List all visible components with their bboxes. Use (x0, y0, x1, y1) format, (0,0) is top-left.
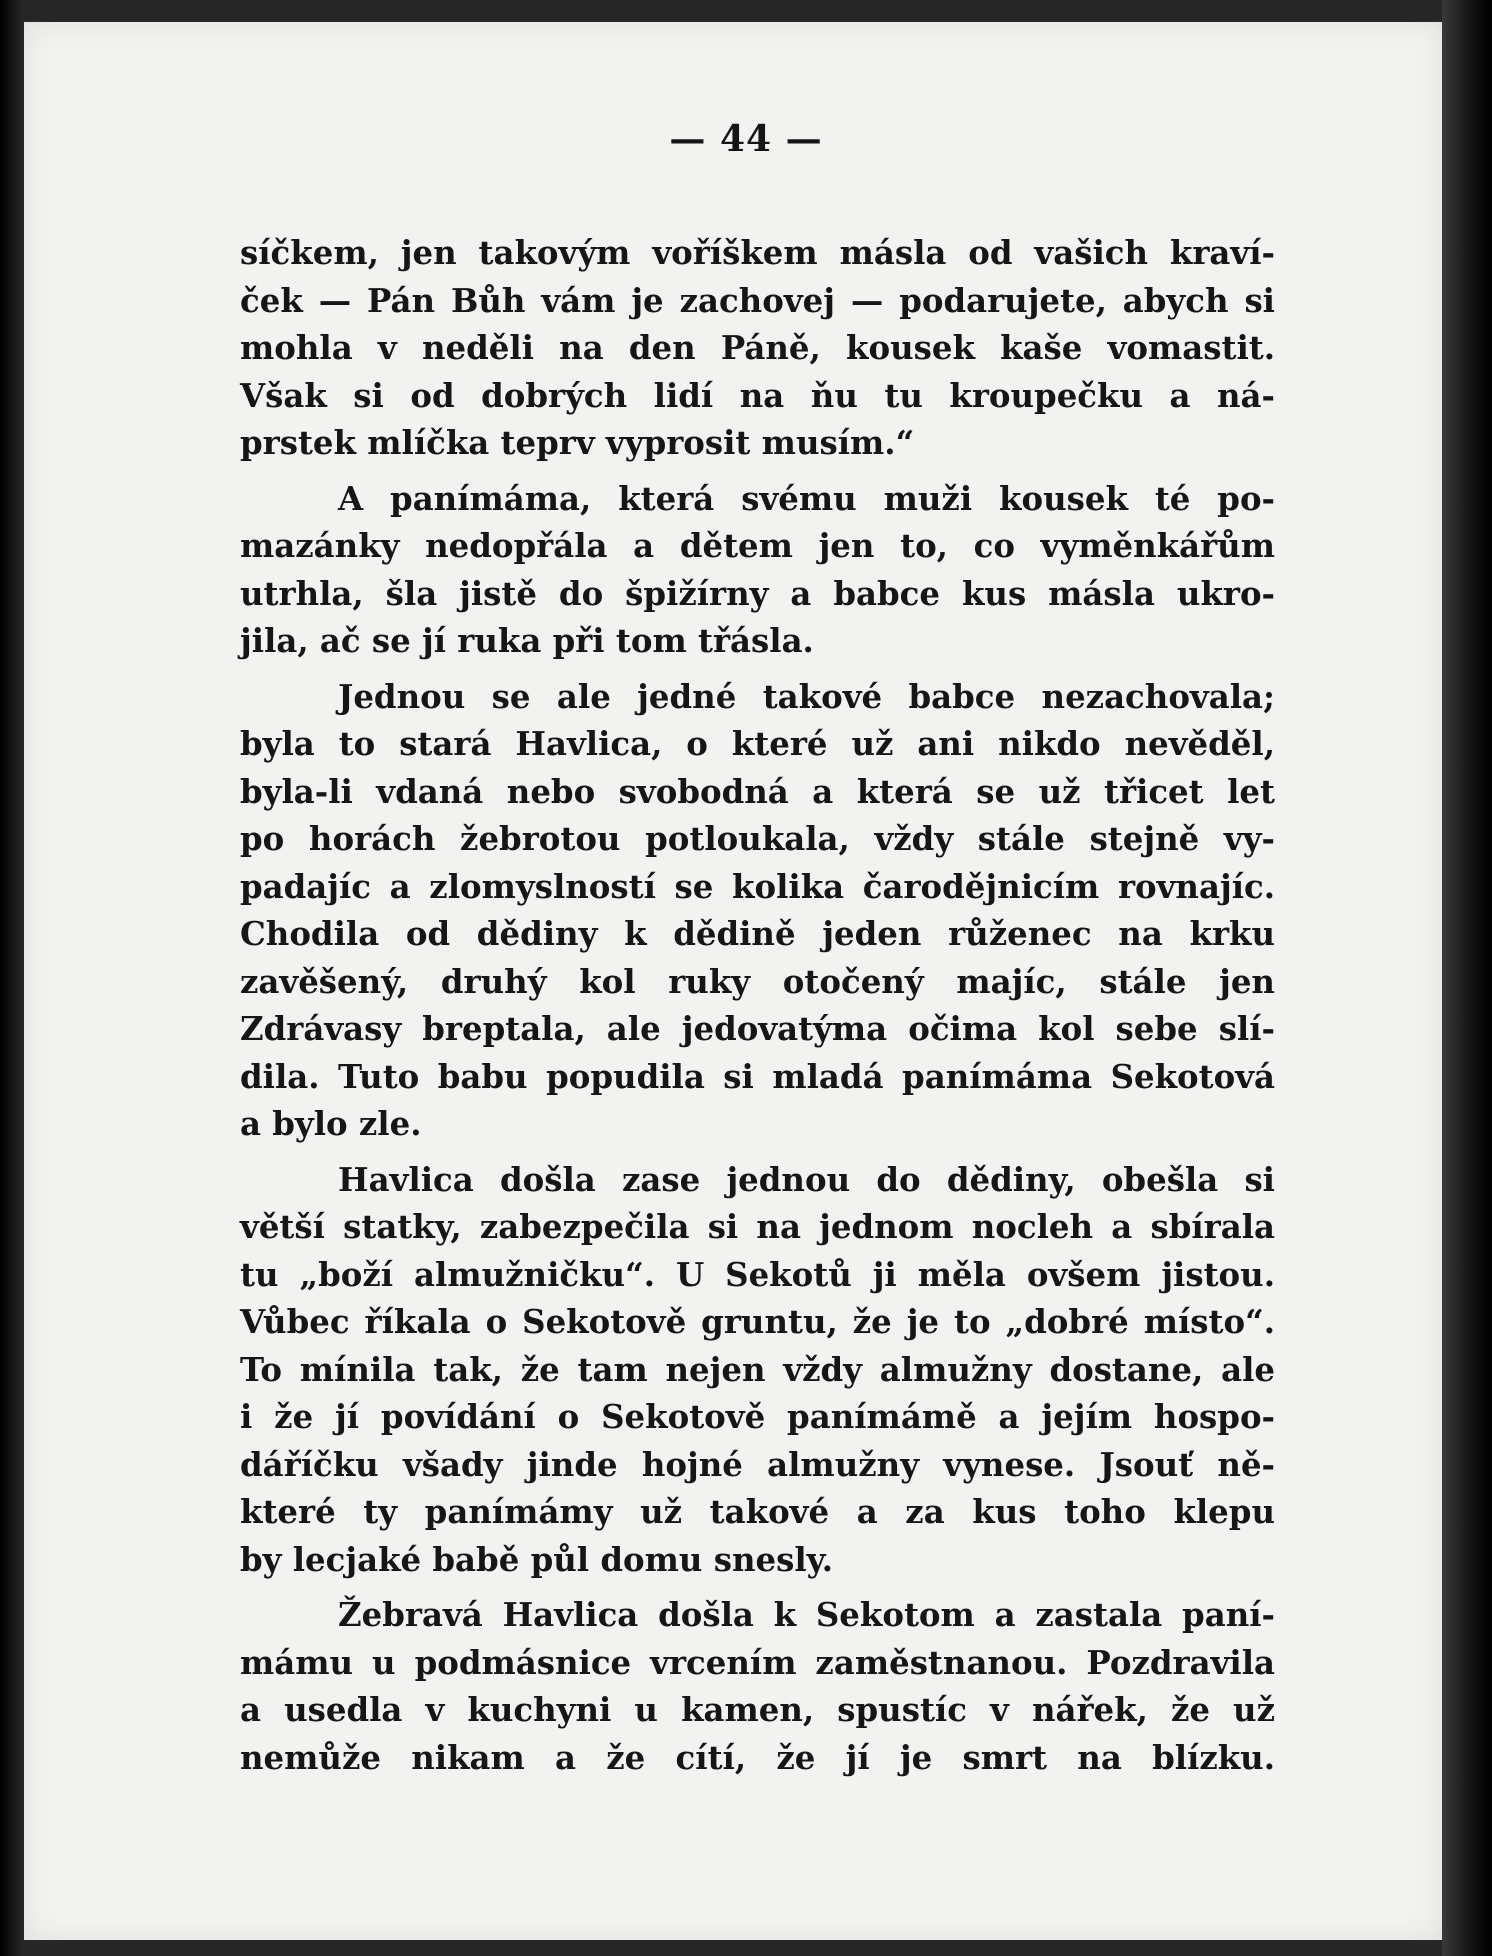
text-line: ček — Pán Bůh vám je zachovej — podarujete, abych si (240, 281, 1275, 320)
text-line: po horách žebrotou potloukala, vždy stále stejně vy- (240, 820, 1275, 858)
text-line: Jednou se ale jedné takové babce nezachovala; (338, 677, 1275, 716)
text-line: mazánky nedopřála a dětem jen to, co vyměnkářům (240, 527, 1275, 565)
text-line: zavěšený, druhý kol ruky otočený majíc, stále jen (240, 962, 1275, 1001)
text-line: prstek mlíčka teprv vyprosit musím.“ (240, 424, 915, 462)
paragraph-5 (240, 1592, 1275, 1782)
text-line: byla to stará Havlica, o které už ani nikdo nevěděl, (240, 725, 1275, 763)
paragraph-4 (240, 1157, 1275, 1585)
text-line: dáříčku všady jinde hojné almužny vynese. Jsouť ně- (240, 1445, 1275, 1484)
paragraph-2 (240, 476, 1275, 666)
text-line: utrhla, šla jistě do špižírny a babce kus másla ukro- (240, 574, 1275, 613)
scan-right-edge (1442, 0, 1492, 1956)
text-line: by lecjaké babě půl domu snesly. (240, 1540, 834, 1579)
text-line: dila. Tuto babu popudila si mladá panímáma Sekotová (240, 1057, 1275, 1096)
text-line: síčkem, jen takovým voříškem másla od vašich kraví- (240, 234, 1275, 272)
text-line: mámu u podmásnice vrcením zaměstnanou. Pozdravila (240, 1643, 1275, 1682)
page-number: — 44 — (669, 118, 823, 160)
text-line: tu „boží almužničku“. U Sekotů ji měla ovšem jistou. (240, 1255, 1275, 1294)
text-line: které ty panímámy už takové a za kus toho klepu (240, 1493, 1275, 1531)
text-line: Vůbec říkala o Sekotově gruntu, že je to „dobré místo“. (240, 1303, 1275, 1341)
text-line: mohla v neděli na den Páně, kousek kaše vomastit. (240, 329, 1275, 367)
body-text (240, 230, 1275, 1782)
scan-left-edge (0, 0, 24, 1956)
text-line: Havlica došla zase jednou do dědiny, obešla si (338, 1160, 1275, 1199)
paragraph-1 (240, 230, 1275, 468)
text-line: i že jí povídání o Sekotově panímámě a jejím hospo- (240, 1398, 1275, 1436)
text-line: a usedla v kuchyni u kamen, spustíc v nářek, že už (240, 1691, 1275, 1729)
text-line: větší statky, zabezpečila si na jednom nocleh a sbírala (240, 1208, 1275, 1246)
paragraph-3 (240, 674, 1275, 1149)
text-line: a bylo zle. (240, 1105, 422, 1143)
text-line: byla-li vdaná nebo svobodná a která se už třicet let (240, 772, 1275, 811)
text-line: Zdrávasy breptala, ale jedovatýma očima kol sebe slí- (240, 1010, 1275, 1048)
text-line: jila, ač se jí ruka při tom třásla. (240, 622, 814, 660)
text-line: Chodila od dědiny k dědině jeden růženec na krku (240, 915, 1275, 953)
text-line: A panímáma, která svému muži kousek té po- (338, 479, 1275, 518)
text-line: Však si od dobrých lidí na ňu tu kroupečku a ná- (240, 376, 1275, 415)
text-line: nemůže nikam a že cítí, že jí je smrt na blízku. (240, 1738, 1275, 1777)
text-line: Žebravá Havlica došla k Sekotom a zastala paní- (338, 1596, 1275, 1634)
text-line: To mínila tak, že tam nejen vždy almužny dostane, ale (240, 1350, 1275, 1389)
text-line: padajíc a zlomyslností se kolika čarodějnicím rovnajíc. (240, 867, 1275, 906)
